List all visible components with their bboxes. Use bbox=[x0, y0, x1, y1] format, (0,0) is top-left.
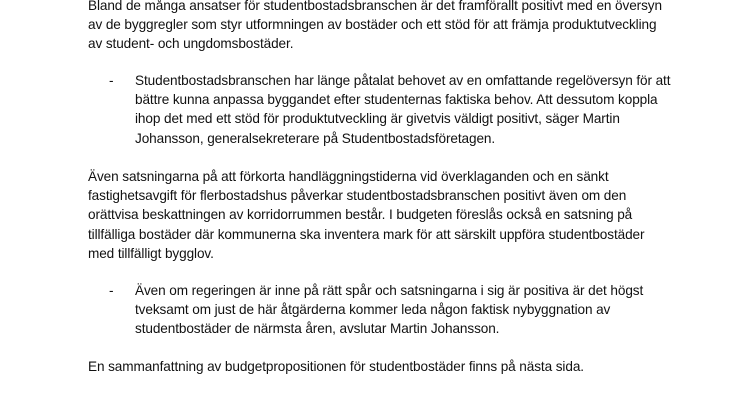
text-line: Även satsningarna på att förkorta handläggningstiderna vid överklaganden och en sänkt bbox=[88, 169, 609, 184]
text-line: bättre kunna anpassa byggandet efter studenternas faktiska behov. Att dessutom koppla bbox=[135, 92, 658, 108]
text-line: En sammanfattning av budgetpropositionen för studentbostäder finns på nästa sida. bbox=[88, 359, 584, 374]
text-line: Även om regeringen är inne på rätt spår och satsningarna i sig är positiva är det högst bbox=[135, 283, 644, 298]
quote-bullet-1 bbox=[88, 71, 688, 149]
bullet-text bbox=[135, 71, 695, 148]
paragraph-satsningar bbox=[88, 167, 688, 263]
paragraph-intro bbox=[88, 0, 688, 54]
text-line: Studentbostadsbranschen har länge påtalat behovet av en omfattande regelöversyn för att bbox=[135, 73, 671, 88]
quote-bullet-2 bbox=[88, 281, 688, 339]
bullet-text bbox=[135, 281, 695, 339]
text-line: tveksamt om just de här åtgärderna kommer leda någon faktisk nybyggnation av bbox=[135, 302, 611, 318]
text-line: Bland de många ansatser för studentbostadsbranschen är det framförallt positivt med en översyn bbox=[88, 0, 662, 13]
text-line: tillfälliga bostäder där kommunerna ska inventera mark för att särskilt uppföra studentbostäder bbox=[88, 226, 645, 242]
text-line: ihop det med ett stöd för produktutveckling är givetvis väldigt positivt, säger Martin bbox=[135, 111, 620, 127]
text-line: av de byggregler som styr utformningen av bostäder och ett stöd för att främja produktutveckling bbox=[88, 17, 657, 33]
text-line: orättvisa beskattningen av korridorrummen består. I budgeten föreslås också en satsning på bbox=[88, 207, 633, 223]
bullet-marker: - bbox=[109, 283, 114, 298]
text-line: Johansson, generalsekreterare på Studentbostadsföretagen. bbox=[135, 130, 496, 146]
text-line: fastighetsavgift för flerbostadshus påverkar studentbostadsbranschen positivt även om den bbox=[88, 188, 627, 204]
text-line: av student- och ungdomsbostäder. bbox=[88, 36, 294, 52]
text-line: med tillfälligt bygglov. bbox=[88, 245, 214, 261]
paragraph-summary bbox=[88, 357, 688, 376]
text-line: studentbostäder de närmsta åren, avslutar Martin Johansson. bbox=[135, 321, 500, 337]
bullet-marker: - bbox=[109, 73, 114, 88]
